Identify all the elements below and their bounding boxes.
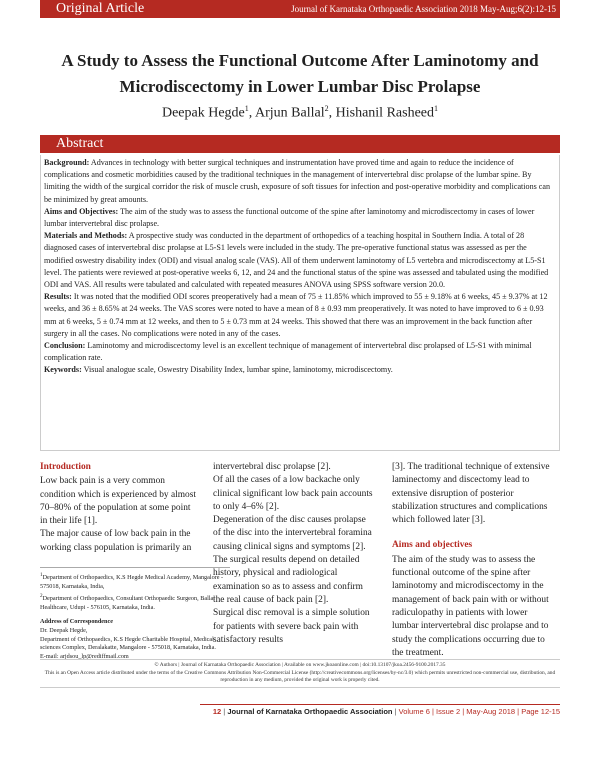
body-paragraph: Of all the cases of a low backache only clinical significant low back pain accounts to only 4–6% [2]. (213, 475, 373, 512)
aims-heading: Aims and objectives (392, 540, 473, 551)
intro-heading: Introduction (40, 462, 91, 472)
intro-paragraph: The major cause of low back pain in the working class population is primarily an (40, 529, 192, 553)
page-journal-name: Journal of Karnataka Orthopaedic Association (227, 707, 393, 716)
article-type-badge: Original Article (56, 1, 145, 16)
abstract-heading: Abstract (40, 135, 560, 153)
volume-info: Volume 6 | Issue 2 | May-Aug 2018 | Page 12-15 (398, 707, 560, 716)
abstract-conclusion: Conclusion: Laminotomy and microdiscectomy level is an excellent technique of management of intervertebral disc prolapsed of L5-S1 with minimal complication rate. (44, 341, 532, 363)
abstract-label: Results: (44, 292, 72, 302)
abstract-aims: Aims and Objectives: The aim of the study was to assess the functional outcome of the spine after laminotomy and microdiscectomy in cases of lower lumbar intervertebral disc prolapse. (44, 206, 535, 229)
abstract-label: Materials and Methods: (44, 231, 128, 241)
license-footer (40, 659, 560, 688)
abstract-label: Background: (44, 158, 90, 167)
abstract-label: Conclusion: (44, 341, 86, 351)
abstract-results: Results: It was noted that the modified ODI scores preoperatively had a mean of 75 ± 11.85% which improved to 55 ± 9.18% at 6 weeks, 45 ± 9.37% at 12 weeks, and 36 ± 8.65% at 24 weeks. The VAS scores were noted to have a mean of 8 ± 0.93 mm preoperatively. It was noted to have improved to 6 ± 0.93 mm at 6 weeks, 5 ± 0.74 mm at 12 weeks, and then to 5 ± 0.73 mm at 24 weeks. This showed that there was an improvement in the back function after surgery in all the cases. No complications were noted in any of the cases. (44, 292, 548, 338)
correspondence-heading: Address of Correspondence (40, 617, 113, 625)
abstract-label: Keywords: (44, 365, 82, 375)
header-bar (40, 0, 560, 18)
journal-citation: Journal of Karnataka Orthopaedic Association 2018 May-Aug;6(2):12-15 (291, 4, 556, 14)
abstract-box (40, 155, 560, 451)
abstract-methods: Materials and Methods: A prospective study was conducted in the department of orthopedics of a teaching hospital in Southern India. A total of 28 diagnosed cases of intervertebral disc prolapse at L5-S1 levels were included in the study. The pre-operative functional status was assessed as per the modified oswestry disability index (ODI) and visual analog scale (VAS). All of them underwent laminotomy of L5 vertebra and microdiscectomy at L5-S1 level. The patients were reviewed at post-operative weeks 6, 12, and 24 and the functional status of the spine was assessed and tabulated using the modified ODI and VAS. All results were tabulated and calculated with repeated measures ANOVA using SPSS software version 20.0. (44, 231, 549, 290)
page-bar: 12 | Journal of Karnataka Orthopaedic Association | Volume 6 | Issue 2 | May-Aug 2018 | Page 12-15 (200, 704, 560, 716)
copyright-line: © Authors | Journal of Karnataka Orthopaedic Association | Available on www.jkoaonline.com | doi:10.13107/jkoa.2456-9100.2017.35 (154, 662, 446, 668)
body-paragraph: intervertebral disc prolapse [2]. (213, 462, 331, 472)
column-3 (392, 461, 555, 660)
column-1 (40, 461, 198, 555)
body-paragraph: [3]. The traditional technique of extensive laminectomy and discectomy lead to extensive disruption of posterior stabilization structures and complications which followed later [3]. (392, 462, 550, 526)
column-2 (213, 461, 373, 647)
author-affil-sup: 1 (434, 104, 438, 113)
correspondence-address: Department of Orthopaedics, K.S Hegde Charitable Hospital, Medical sciences Complex, Deralakatte, Mangalore - 575018, Karnataka, India. (40, 635, 216, 652)
correspondence-name: Dr. Deepak Hegde, (40, 626, 88, 634)
author-name: Deepak Hegde (161, 105, 245, 121)
body-paragraph: The aim of the study was to assess the functional outcome of the spine after laminotomy and microdiscectomy in the management of back pain with or without radiculopathy in patients with lower lumbar intervertebral disc prolapse and to study the complications occurring due to the treatment. (392, 554, 549, 658)
affiliations-box (40, 567, 230, 662)
author-list: Deepak Hegde$^1$, Arjun Ballal$^2$, Hishanil Rasheed$^1$ (161, 104, 438, 121)
body-paragraph: Surgical disc removal is a simple solution for patients with severe back pain with satisfactory results (213, 608, 370, 645)
affiliation-1: $^1$Department of Orthopaedics, K.S Hegde Medical Academy, Mangalore - 575018, Karnataka, India, (40, 572, 224, 590)
article-title: A Study to Assess the Functional Outcome After Laminotomy and Microdiscectomy in Lower Lumbar Disc Prolapse (61, 51, 539, 96)
author-name: Arjun Ballal (255, 105, 325, 121)
correspondence-email[interactable]: E-mail: arjdsou_lp@rediffmail.com (40, 653, 129, 661)
body-paragraph: Degeneration of the disc causes prolapse of the disc into the intervertebral foramina causing clinical signs and symptoms [2]. The surgical results depend on detailed history, physical and radiological examination so as to assess and confirm the real cause of back pain [2]. (213, 515, 372, 605)
author-name: Hishanil Rasheed (335, 105, 434, 121)
abstract-keywords: Keywords: Visual analogue scale, Oswestry Disability Index, lumbar spine, laminotomy, microdiscectomy. (44, 365, 393, 375)
abstract-background: Background: Advances in technology with better surgical techniques and instrumentation have proved time and again to reduce the incidence of complications and cosmetic morbidities caused by the traditional techniques in the management of intervertebral disc prolapse of the lumbar spine. By limiting the width of the surgical corridor the risk of muscle crush, exposure of soft tissues for infection and post-operative morbidity and complications can be minimized by great amounts. (44, 158, 551, 204)
author-affil-sup: 1 (244, 104, 249, 113)
license-line: This is an Open Access article distributed under the terms of the Creative Commons Attribution Non-Commercial License (http://creativecommons.org/licenses/by-nc/3.0) which permits unrestricted non-commercial use, distribution, and reproduction in any medium, provided the original work is properly cited. (44, 669, 556, 684)
affiliation-2: $^2$Department of Orthopaedics, Consultant Orthopaedic Surgeon, Ballal Healthcare, Udupi - 576105, Karnataka, India. (40, 592, 215, 611)
author-affil-sup: 2 (324, 104, 329, 113)
intro-paragraph: Low back pain is a very common condition which is experienced by almost 70–80% of the population at some point in their life [1]. (40, 476, 196, 527)
page-number: 12 (212, 707, 222, 716)
abstract-label: Aims and Objectives: (44, 206, 119, 216)
